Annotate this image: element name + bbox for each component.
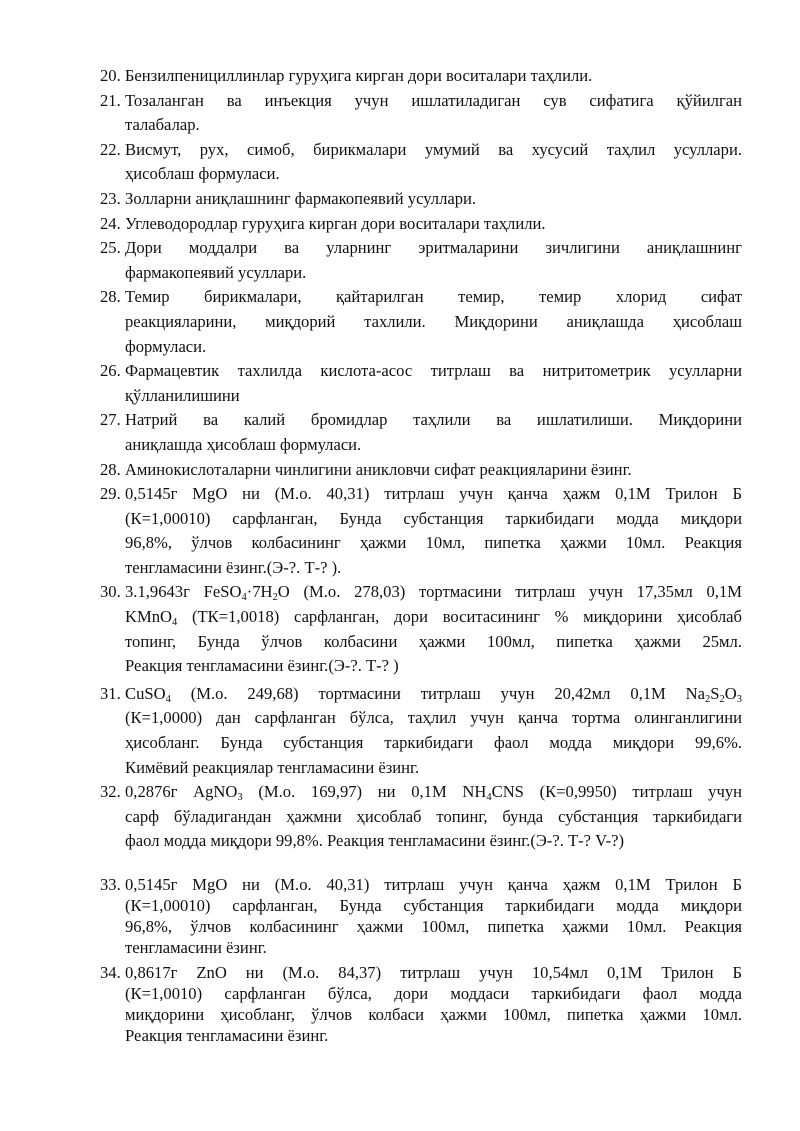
item-number: 28. — [100, 287, 121, 307]
list-item — [100, 285, 742, 359]
item-text: Реакция тенгламасини ёзинг.(Э-?. Т-? ) — [125, 656, 399, 676]
item-text: Фармацевтик тахлилда кислота-асос титрлаш ва нитритометрик усулларни — [125, 361, 742, 381]
list-item — [100, 580, 742, 678]
item-text: 0,8617г ZnO ни (М.о. 84,37) титрлаш учун 10,54мл 0,1М Трилон Б — [125, 963, 742, 982]
item-number: 28. — [100, 459, 121, 479]
item-text: реакцияларини, миқдорий тахлили. Миқдорини аниқлашда ҳисоблаш — [125, 311, 742, 331]
item-number: 29. — [100, 484, 121, 504]
item-text: Натрий ва калий бромидлар таҳлили ва ишлатилиши. Миқдорини — [125, 410, 742, 430]
item-number: 31. — [100, 683, 121, 703]
item-text: Аминокислоталарни чинлигини аникловчи сифат реакцияларини ёзинг. — [124, 459, 632, 479]
item-text: фармакопеявий усуллари. — [125, 262, 307, 282]
item-number: 27. — [100, 410, 121, 430]
item-text: 0,5145г MgO ни (М.о. 40,31) титрлаш учун қанча ҳажм 0,1М Трилон Б — [125, 875, 742, 894]
item-text: 0,5145г MgO ни (М.о. 40,31) титрлаш учун қанча ҳажм 0,1М Трилон Б — [125, 484, 742, 504]
item-number: 30. — [100, 582, 121, 602]
item-text: KMnO$_4$ (ТК=1,0018) сарфланган, дори воситасининг % миқдорини ҳисоблаб — [125, 607, 742, 629]
item-number: 21. — [100, 90, 121, 110]
item-number: 32. — [100, 782, 121, 802]
item-number: 24. — [100, 213, 121, 233]
list-item — [100, 187, 742, 212]
item-text: Темир бирикмалари, қайтарилган темир, темир хлорид сифат — [125, 287, 742, 307]
item-text: (К=1,00010) сарфланган, Бунда субстанция таркибидаги модда миқдори — [125, 508, 742, 528]
item-number: 20. — [100, 66, 121, 85]
item-text: тенгламасини ёзинг.(Э-?. Т-? ). — [125, 557, 342, 577]
item-text: 96,8%, ўлчов колбасининг ҳажми 10мл, пипетка ҳажми 10мл. Реакция — [125, 533, 742, 553]
item-text: Реакция тенгламасини ёзинг. — [125, 1026, 329, 1045]
list-item — [100, 780, 742, 854]
item-text: CuSO$_4$ (М.о. 249,68) тортмасини титрлаш учун 20,42мл 0,1М $Na_2S_2O_3$ — [125, 683, 742, 705]
list-item — [100, 89, 742, 138]
list-item — [100, 212, 742, 237]
item-text: аниқлашда ҳисоблаш формуласи. — [125, 434, 362, 454]
item-text: формуласи. — [125, 336, 207, 356]
item-text: Кимёвий реакциялар тенгламасини ёзинг. — [125, 757, 420, 777]
list-item — [100, 482, 742, 580]
list-item — [100, 408, 742, 457]
item-number: 26. — [100, 361, 121, 381]
list-item — [100, 458, 742, 483]
list-item — [100, 962, 742, 1046]
item-text: талабалар. — [125, 115, 200, 135]
list-item — [100, 682, 742, 780]
item-text: 96,8%, ўлчов колбасининг ҳажми 100мл, пипетка ҳажми 10мл. Реакция — [125, 917, 742, 936]
item-text: (К=1,0010) сарфланган бўлса, дори моддаси таркибидаги фаол модда — [125, 984, 742, 1003]
item-text: ҳисоблаш формуласи. — [125, 164, 280, 184]
item-text: Висмут, рух, симоб, бирикмалари умумий ва хусусий таҳлил усуллари. — [125, 139, 742, 159]
item-number: 23. — [100, 188, 121, 208]
item-text: Тозаланган ва инъекция учун ишлатиладиган сув сифатига қўйилган — [125, 90, 742, 110]
item-text: Углеводородлар гуруҳига кирган дори воситалари таҳлили. — [125, 213, 546, 233]
item-text: топинг, Бунда ўлчов колбасини ҳажми 100мл, пипетка ҳажми 25мл. — [125, 631, 742, 651]
item-text: (К=1,0000) дан сарфланган бўлса, таҳлил учун қанча тортма олинганлигини — [125, 708, 742, 728]
list-item — [100, 138, 742, 187]
item-text: қўлланилишини — [125, 385, 240, 405]
item-number: 33. — [100, 875, 121, 894]
item-text: фаол модда миқдори 99,8%. Реакция тенгламасини ёзинг.(Э-?. Т-? V-?) — [125, 831, 625, 851]
item-text: сарф бўладигандан ҳажмни ҳисоблаб топинг, бунда субстанция таркибидаги — [125, 806, 742, 826]
item-text: Дори моддалри ва уларнинг эритмаларини зичлигини аниқлашнинг — [125, 238, 742, 258]
question-list — [100, 64, 742, 1046]
item-text: тенгламасини ёзинг. — [125, 938, 267, 957]
item-number: 34. — [100, 963, 121, 982]
item-number: 25. — [100, 238, 121, 258]
item-text: 0,2876г AgNO$_3$ (М.о. 169,97) ни 0,1М $NH_4CNS$ (К=0,9950) титрлаш учун — [125, 782, 743, 804]
item-text: 3.1,9643г $FeSO_4\cdot 7H_2O$ (М.о. 278,03) тортмасини титрлаш учун 17,35мл 0,1М — [125, 582, 742, 604]
item-text: (К=1,00010) сарфланган, Бунда субстанция таркибидаги модда миқдори — [125, 896, 742, 915]
item-text: Бензилпенициллинлар гуруҳига кирган дори воситалари таҳлили. — [124, 66, 593, 85]
list-item — [100, 359, 742, 408]
item-text: миқдорини ҳисобланг, ўлчов колбаси ҳажми 100мл, пипетка ҳажми 10мл. — [125, 1005, 742, 1024]
list-item — [100, 874, 742, 958]
list-item — [100, 64, 742, 89]
item-text: ҳисобланг. Бунда субстанция таркибидаги фаол модда миқдори 99,6%. — [125, 733, 742, 753]
list-item — [100, 236, 742, 285]
item-number: 22. — [100, 139, 121, 159]
item-text: Золларни аниқлашнинг фармакопеявий усуллари. — [125, 188, 477, 208]
